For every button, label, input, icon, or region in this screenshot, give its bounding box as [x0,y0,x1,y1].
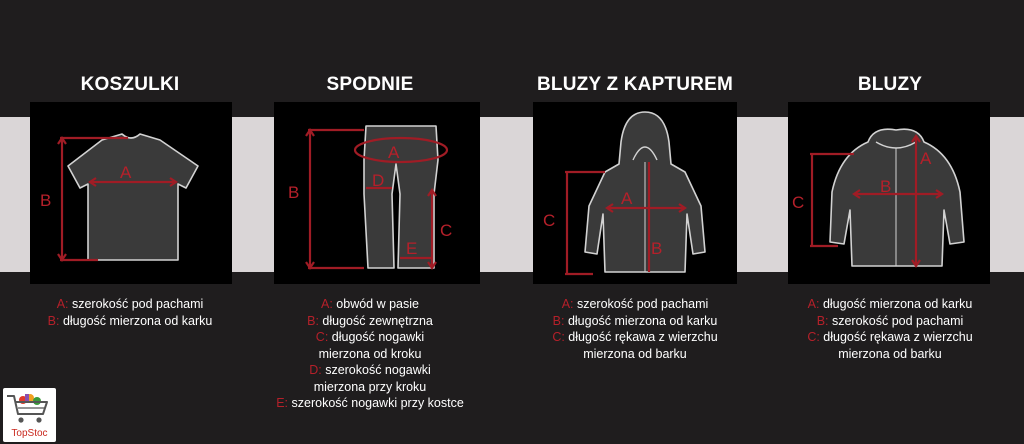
marker-a: A [920,149,932,168]
legend-line: A: obwód w pasie [321,297,419,311]
marker-c: C [543,211,556,230]
marker-a: A [621,189,633,208]
marker-b: B [880,177,892,196]
marker-b: B [288,183,300,202]
sweatshirt-diagram [788,102,990,284]
section-title: KOSZULKI [80,74,180,95]
hoodie-icon [533,102,737,284]
marker-e: E [406,239,418,258]
topstoc-logo[interactable] [3,388,56,442]
legend [770,296,1010,362]
marker-a: A [120,163,132,182]
marker-a: A [388,143,400,162]
legend-line: mierzona od barku [583,346,687,361]
pants-icon [274,102,480,284]
legend-line: C: długość rękawa z wierzchu [552,330,718,344]
legend-line: B: długość mierzona od karku [552,313,718,328]
hoodie-diagram [533,102,737,284]
marker-c: C [440,221,453,240]
legend [10,296,250,329]
logo-text: TopStoc [11,428,48,439]
legend-line: D: szerokość nogawki [309,363,431,377]
legend-line: mierzona od barku [838,346,942,361]
tshirt-icon [30,102,232,284]
legend-line: A: szerokość pod pachami [561,297,709,311]
pants-diagram [274,102,480,284]
legend [515,296,755,362]
marker-b: B [651,239,663,258]
legend [250,296,490,412]
legend-line: A: długość mierzona od karku [807,297,973,311]
legend-line: B: długość zewnętrzna [307,313,433,328]
marker-b: B [40,191,52,210]
legend-line: B: szerokość pod pachami [816,313,964,328]
legend-line: E: szerokość nogawki przy kostce [276,396,464,410]
legend-line: mierzona przy kroku [313,379,427,394]
legend-line: C: długość nogawki [315,330,425,344]
section-title: BLUZY [857,74,923,95]
section-title: BLUZY Z KAPTUREM [536,74,733,95]
sweatshirt-icon [788,102,990,284]
legend-line: C: długość rękawa z wierzchu [807,330,973,344]
marker-c: C [792,193,805,212]
tshirt-diagram [30,102,232,284]
legend-line: mierzona od kroku [318,346,422,361]
marker-d: D [372,171,385,190]
section-title: SPODNIE [326,74,414,95]
shopping-cart-icon [3,388,56,428]
legend-line: A: szerokość pod pachami [56,297,204,311]
legend-line: B: długość mierzona od karku [47,313,213,328]
